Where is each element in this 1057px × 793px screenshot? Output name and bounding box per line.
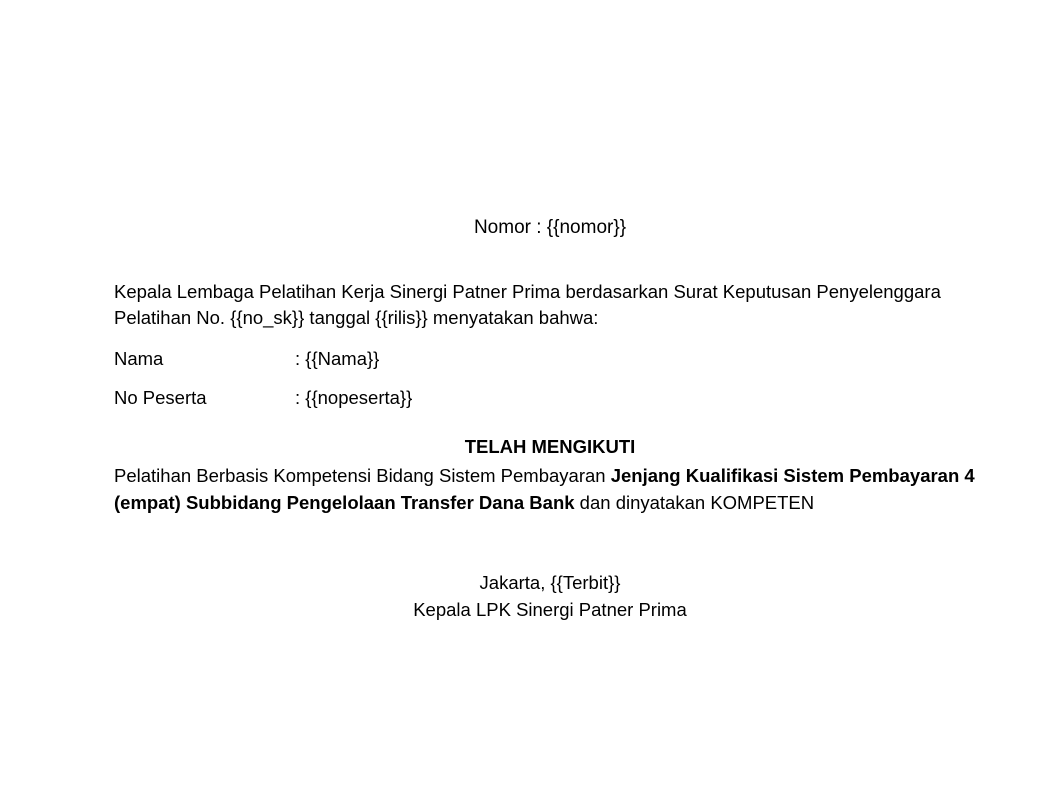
document-body	[114, 215, 986, 623]
competency-prefix: Pelatihan Berbasis Kompetensi Bidang Sistem Pembayaran	[114, 464, 611, 486]
field-row-no-peserta	[114, 385, 986, 412]
field-value-nama: : {{Nama}}	[295, 348, 380, 370]
declaration-heading: TELAH MENGIKUTI	[464, 435, 636, 457]
competency-suffix: dan dinyatakan KOMPETEN	[574, 491, 815, 513]
field-row-nama	[114, 346, 986, 373]
field-label-no-peserta: No Peserta	[114, 387, 207, 409]
field-value-no-peserta: : {{nopeserta}}	[295, 387, 413, 409]
intro-paragraph: Kepala Lembaga Pelatihan Kerja Sinergi Patner Prima berdasarkan Surat Keputusan Penyelenggara Pelatihan No. {{no_sk}} tanggal {{rilis}} menyatakan bahwa:	[114, 280, 941, 329]
signature-place-date: Jakarta, {{Terbit}}	[479, 572, 621, 594]
competency-paragraph	[114, 463, 986, 517]
signature-block	[114, 570, 986, 623]
field-label-nama: Nama	[114, 348, 164, 370]
document-number-line: Nomor : {{nomor}}	[473, 217, 627, 238]
competency-qualification: Jenjang Kualifikasi Sistem Pembayaran 4 (empat) Subbidang Pengelolaan Transfer Dana Bank	[114, 464, 975, 513]
signature-signer-title: Kepala LPK Sinergi Patner Prima	[413, 598, 687, 620]
